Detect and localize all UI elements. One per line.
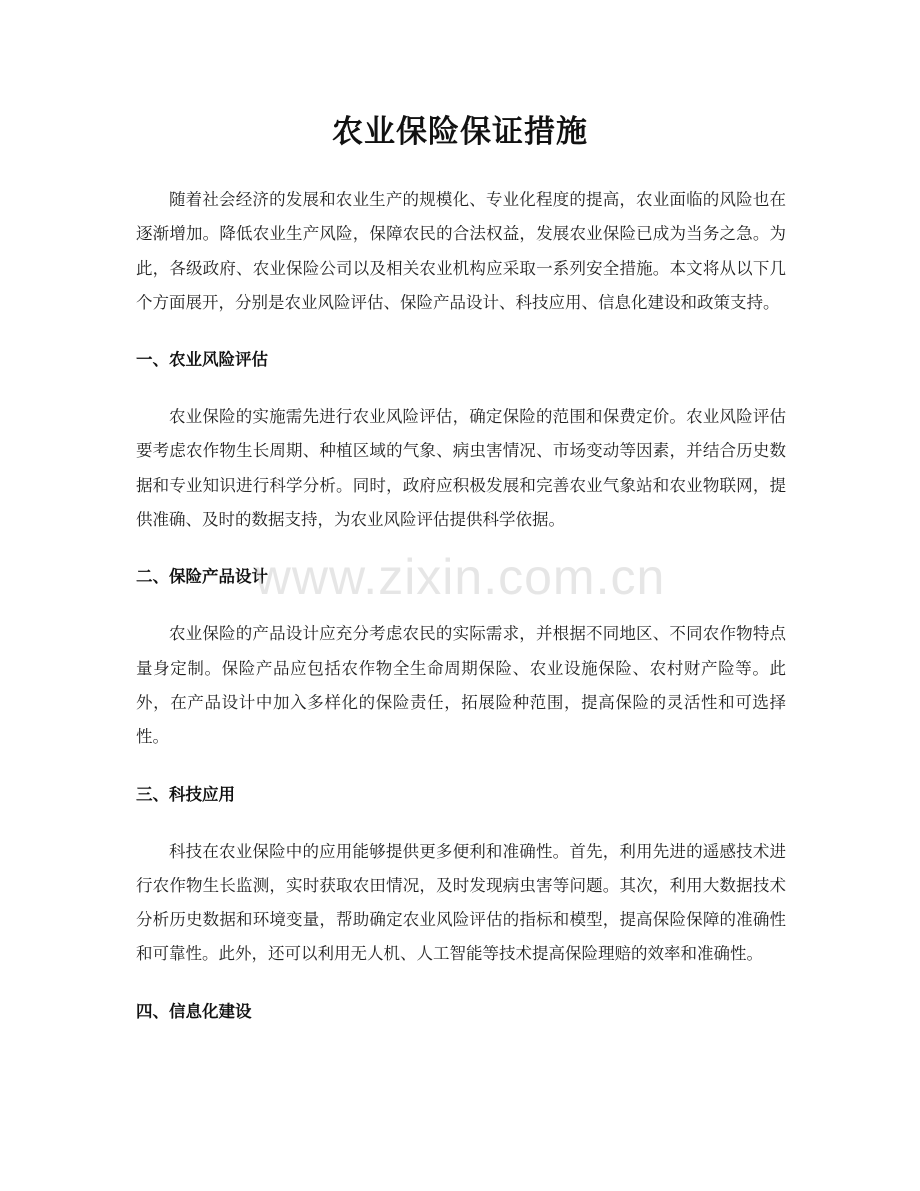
section-heading-technology: 三、科技应用 xyxy=(136,784,235,804)
section-heading-informatization: 四、信息化建设 xyxy=(136,1001,252,1021)
section-heading-product-design: 二、保险产品设计 xyxy=(136,567,268,587)
watermark: www.zixin.com.cn xyxy=(254,549,666,605)
section-paragraph-risk-assessment: 农业保险的实施需先进行农业风险评估，确定保险的范围和保费定价。农业风险评估要考虑农作物生长周期、种植区域的气象、病虫害情况、市场变动等因素，并结合历史数据和专业知识进行科学分析。同时，政府应积极发展和完善农业气象站和农业物联网，提供准确、及时的数据支持，为农业风险评估提供科学依据。 xyxy=(136,407,786,530)
intro-paragraph: 随着社会经济的发展和农业生产的规模化、专业化程度的提高，农业面临的风险也在逐渐增加。降低农业生产风险，保障农民的合法权益，发展农业保险已成为当务之急。为此，各级政府、农业保险公司以及相关农业机构应采取一系列安全措施。本文将从以下几个方面展开，分别是农业风险评估、保险产品设计、科技应用、信息化建设和政策支持。 xyxy=(136,190,786,312)
section-paragraph-product-design: 农业保险的产品设计应充分考虑农民的实际需求，并根据不同地区、不同农作物特点量身定制。保险产品应包括农作物全生命周期保险、农业设施保险、农村财产险等。此外，在产品设计中加入多样化的保险责任，拓展险种范围，提高保险的灵活性和可选择性。 xyxy=(136,624,786,747)
section-paragraph-technology: 科技在农业保险中的应用能够提供更多便利和准确性。首先，利用先进的遥感技术进行农作物生长监测，实时获取农田情况，及时发现病虫害等问题。其次，利用大数据技术分析历史数据和环境变量，帮助确定农业风险评估的指标和模型，提高保险保障的准确性和可靠性。此外，还可以利用无人机、人工智能等技术提高保险理赔的效率和准确性。 xyxy=(136,841,786,964)
section-heading-risk-assessment: 一、农业风险评估 xyxy=(136,350,268,370)
document-body xyxy=(136,183,786,1052)
document-title: 农业保险保证措施 xyxy=(332,114,588,150)
